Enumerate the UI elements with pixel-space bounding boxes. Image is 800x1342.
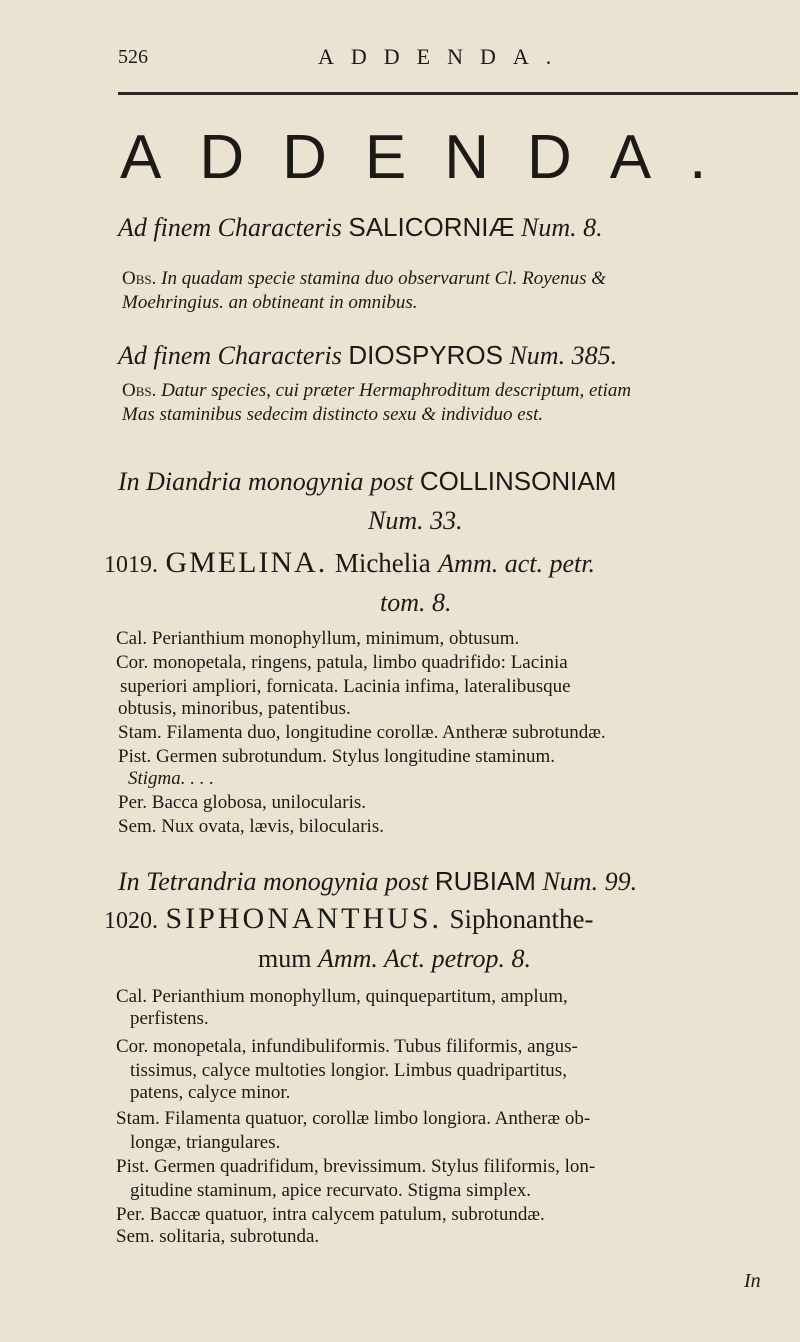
- running-title: ADDENDA.: [318, 44, 569, 69]
- page-number: 526: [118, 46, 148, 68]
- desc-line: Per. Bacca globosa, unilocularis.: [118, 792, 366, 813]
- desc-line: obtusis, minoribus, patentibus.: [118, 698, 351, 719]
- section-heading-salicornia: Ad finem Characteris SALICORNIÆ Num. 8.: [118, 212, 603, 242]
- obs-line: Mas staminibus sedecim distincto sexu & individuo est.: [122, 404, 544, 425]
- desc-line: Sem. Nux ovata, lævis, bilocularis.: [118, 816, 384, 837]
- desc-line: Sem. solitaria, subrotunda.: [116, 1226, 320, 1247]
- desc-line: Stam. Filamenta duo, longitudine corollæ. Antheræ subrotundæ.: [118, 722, 606, 743]
- section-heading-diospyros: Ad finem Characteris DIOSPYROS Num. 385.: [118, 340, 618, 370]
- desc-line: Cal. Perianthium monophyllum, quinquepartitum, amplum,: [116, 986, 568, 1007]
- desc-line: Cal. Perianthium monophyllum, minimum, obtusum.: [116, 628, 520, 649]
- gmelina-tom: tom. 8.: [380, 588, 452, 617]
- obs-line: Obs. In quadam specie stamina duo observarunt Cl. Royenus &: [122, 268, 606, 289]
- desc-line: Stigma. . . .: [128, 768, 215, 789]
- diandria-heading: In Diandria monogynia post COLLINSONIAM: [118, 466, 617, 496]
- desc-line: Pist. Germen subrotundum. Stylus longitudine staminum.: [118, 746, 555, 767]
- tetrandria-heading: In Tetrandria monogynia post RUBIAM Num. 99.: [118, 866, 638, 896]
- desc-line: gitudine staminum, apice recurvato. Stigma simplex.: [130, 1180, 532, 1201]
- desc-line: tissimus, calyce multoties longior. Limbus quadripartitus,: [130, 1060, 567, 1081]
- obs-line: Moehringius. an obtineant in omnibus.: [122, 292, 418, 313]
- diandria-num: Num. 33.: [368, 506, 463, 535]
- desc-line: patens, calyce minor.: [130, 1082, 291, 1103]
- desc-line: Cor. monopetala, ringens, patula, limbo quadrifido: Lacinia: [116, 652, 568, 673]
- desc-line: Stam. Filamenta quatuor, corollæ limbo longiora. Antheræ ob-: [116, 1108, 591, 1129]
- desc-line: superiori ampliori, fornicata. Lacinia infima, lateralibusque: [120, 676, 571, 697]
- page-title: ADDENDA.: [120, 123, 745, 192]
- desc-line: Cor. monopetala, infundibuliformis. Tubus filiformis, angus-: [116, 1036, 578, 1057]
- siphonanthus-ref: mum Amm. Act. petrop. 8.: [258, 944, 531, 973]
- desc-line: Per. Baccæ quatuor, intra calycem patulum, subrotundæ.: [116, 1204, 545, 1225]
- desc-line: perfistens.: [130, 1008, 209, 1029]
- catchword: In: [744, 1270, 761, 1292]
- header-rule: [118, 92, 798, 95]
- obs-line: Obs. Datur species, cui præter Hermaphroditum descriptum, etiam: [122, 380, 632, 401]
- genus-gmelina-heading: 1019. GMELINA. Michelia Amm. act. petr.: [104, 546, 595, 579]
- desc-line: Pist. Germen quadrifidum, brevissimum. Stylus filiformis, lon-: [116, 1156, 596, 1177]
- desc-line: longæ, triangulares.: [130, 1132, 281, 1153]
- genus-siphonanthus-heading: 1020. SIPHONANTHUS. Siphonanthe-: [104, 902, 594, 935]
